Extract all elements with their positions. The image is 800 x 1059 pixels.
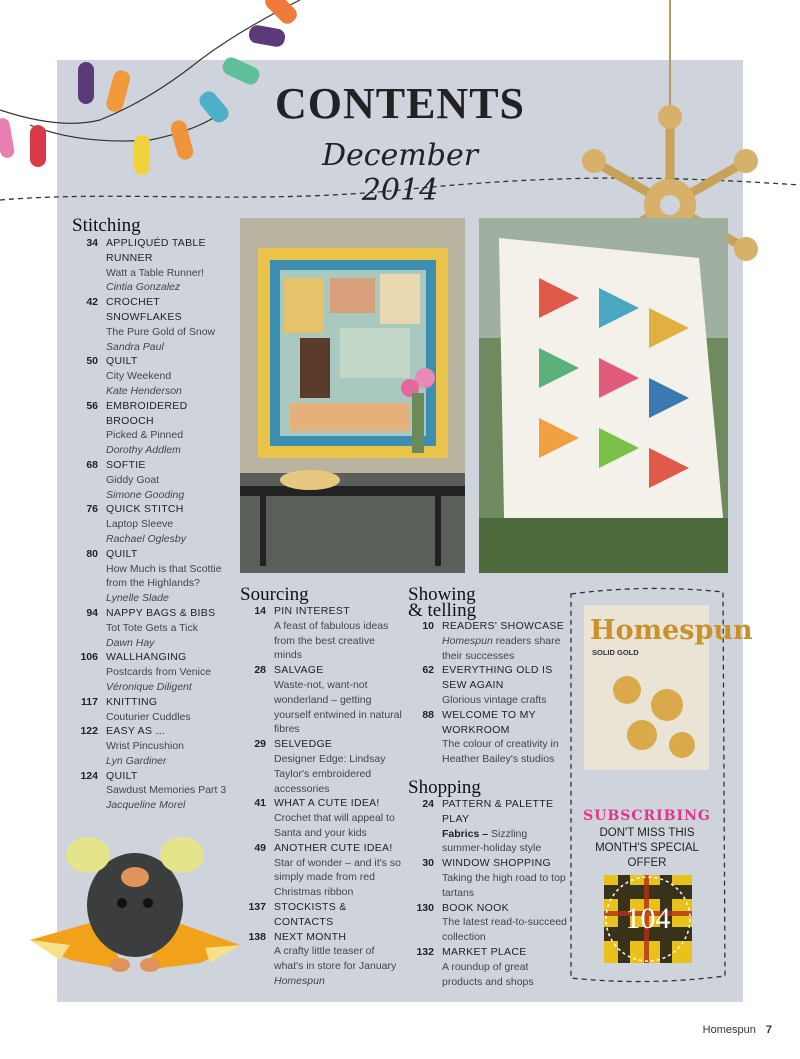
showing-list (408, 619, 568, 767)
page-number: 24 (422, 798, 434, 810)
description-text: How Much is that Scottie from the Highlands? (106, 562, 222, 590)
page-number: 14 (254, 605, 266, 617)
entry-title: EVERYTHING OLD IS SEW AGAIN (442, 664, 553, 692)
entry-description (106, 783, 237, 798)
entry-description (106, 369, 237, 384)
footer-magazine-name: Homespun (702, 1024, 756, 1036)
description-italic: Homespun (274, 974, 325, 987)
entry-description (274, 856, 405, 900)
description-text: Taking the high road to top tartans (442, 871, 566, 899)
toc-entry[interactable] (408, 945, 568, 989)
page-number: 88 (422, 708, 434, 721)
entry-author: Dawn Hay (106, 636, 155, 649)
entry-description (442, 871, 568, 901)
entry-description (106, 621, 237, 636)
page-number: 62 (422, 664, 434, 677)
entry-description (106, 739, 237, 754)
entry-title: QUILT (106, 769, 138, 782)
page-number: 56 (86, 399, 98, 412)
toc-entry[interactable] (72, 399, 237, 458)
entry-title: WINDOW SHOPPING (442, 857, 551, 870)
description-italic: Homespun (442, 634, 493, 647)
toc-entry[interactable] (72, 769, 237, 813)
entry-title: SOFTIE (106, 458, 146, 471)
entry-title: CROCHET SNOWFLAKES (106, 296, 182, 323)
entry-title: NAPPY BAGS & BIBS (106, 606, 216, 619)
toc-entry[interactable] (240, 900, 405, 930)
entry-title: EASY AS ... (106, 725, 166, 738)
toc-entry[interactable] (408, 708, 568, 767)
page-number: 41 (254, 797, 266, 810)
entry-title: QUILT (106, 547, 138, 560)
page-number: 42 (86, 296, 98, 309)
toc-entry[interactable] (72, 236, 237, 295)
entry-description (442, 634, 568, 664)
entry-title: SELVEDGE (274, 738, 333, 751)
cover-tagline: SOLID GOLD (592, 648, 639, 657)
page-number: 30 (422, 857, 434, 870)
toc-entry[interactable] (408, 797, 568, 856)
toc-entry[interactable] (240, 930, 405, 989)
entry-description (274, 619, 405, 663)
entry-description (442, 915, 568, 945)
entry-description (106, 266, 237, 281)
page-number: 34 (86, 237, 98, 249)
snowflakes-icon (602, 665, 702, 765)
section-heading-showing (408, 584, 477, 621)
offer-line-2: MONTH'S SPECIAL (595, 842, 699, 854)
description-text: Sizzling summer-holiday style (442, 827, 542, 855)
entry-title: PATTERN & PALETTE PLAY (442, 798, 554, 825)
page-number: 132 (416, 945, 434, 958)
magazine-cover[interactable] (584, 605, 753, 770)
description-text: Designer Edge: Lindsay Taylor's embroidered accessories (274, 752, 386, 795)
quilt-photo (479, 218, 728, 573)
entry-title: QUILT (106, 355, 138, 368)
description-text: Postcards from Venice (106, 666, 212, 679)
entry-description (106, 428, 237, 443)
entry-description (442, 693, 568, 708)
entry-description (274, 678, 405, 737)
description-text: The colour of creativity in Heather Bailey's studios (442, 738, 559, 766)
page-number: 138 (248, 930, 266, 943)
sourcing-list (240, 604, 405, 989)
entry-title: EMBROIDERED BROOCH (106, 399, 188, 427)
description-text: Watt a Table Runner! (106, 266, 205, 279)
description-text: Tot Tote Gets a Tick (106, 621, 199, 634)
heading-line-1: Showing (408, 584, 476, 605)
page-number: 10 (422, 620, 434, 632)
page-number: 122 (80, 725, 98, 738)
page-number: 76 (86, 503, 98, 516)
entry-title: KNITTING (106, 695, 158, 708)
description-text: A feast of fabulous ideas from the best creative minds (274, 619, 389, 662)
issue-date: December 2014 (321, 138, 479, 208)
description-text: Laptop Sleeve (106, 518, 174, 531)
page-number: 68 (86, 458, 98, 471)
description-text: Star of wonder – and it's so simply made from red Christmas ribbon (274, 856, 401, 899)
description-text: The latest read-to-succeed collection (442, 916, 567, 944)
entry-description (106, 710, 237, 725)
bat-softie-icon (30, 835, 240, 985)
entry-title: STOCKISTS & CONTACTS (274, 900, 347, 928)
toc-entry[interactable] (240, 737, 405, 796)
offer-line-3: OFFER (627, 857, 667, 869)
description-text: Glorious vintage crafts (442, 693, 547, 706)
page-number: 130 (416, 901, 434, 914)
section-heading-stitching: Stitching (72, 215, 141, 236)
toc-entry[interactable] (408, 663, 568, 707)
entry-title: WELCOME TO MY WORKROOM (442, 708, 536, 736)
section-heading-shopping: Shopping (408, 777, 481, 798)
toc-entry[interactable] (408, 901, 568, 945)
entry-description (106, 473, 237, 488)
entry-description (274, 944, 405, 988)
description-text: City Weekend (106, 370, 172, 383)
toc-entry[interactable] (72, 695, 237, 725)
subscribing-heading[interactable]: SUBSCRIBING (583, 808, 711, 824)
heading-line-2: & telling (408, 600, 477, 621)
entry-author: Lynelle Slade (106, 592, 169, 605)
entry-title: QUICK STITCH (106, 503, 184, 516)
description-text: Wrist Pincushion (106, 740, 185, 753)
subscribe-offer-text (572, 826, 722, 871)
page-number: 28 (254, 664, 266, 677)
entry-author: Kate Henderson (106, 384, 182, 397)
entry-description (106, 325, 237, 340)
entry-description (274, 811, 405, 841)
entry-description (274, 752, 405, 796)
toc-entry[interactable] (72, 502, 237, 546)
cover-masthead: Homespun (590, 615, 753, 646)
toc-entry[interactable] (72, 295, 237, 354)
entry-author: Lyn Gardiner (106, 754, 167, 767)
description-tail: January (358, 960, 397, 973)
description-text: The Pure Gold of Snow (106, 325, 216, 338)
page-number: 94 (86, 606, 98, 619)
entry-author: Véronique Diligent (106, 680, 192, 693)
entry-description (442, 960, 568, 990)
toc-entry[interactable] (408, 856, 568, 900)
page-number: 124 (80, 769, 98, 782)
entry-title: ANOTHER CUTE IDEA! (274, 841, 393, 854)
entry-description (442, 737, 568, 767)
entry-author: Simone Gooding (106, 488, 185, 501)
entry-author: Dorothy Addlem (106, 444, 181, 457)
subscribe-page-number: 104 (625, 902, 671, 935)
shopping-list (408, 797, 568, 989)
entry-description (442, 827, 568, 857)
entry-title: WALLHANGING (106, 651, 187, 664)
page-title: CONTENTS (274, 79, 526, 128)
entry-title: WHAT A CUTE IDEA! (274, 797, 380, 810)
description-text: Picked & Pinned (106, 429, 184, 442)
description-text: Waste-not, want-not wonderland – getting yourself entwined in natural fibres (274, 678, 402, 736)
entry-title: APPLIQUÉD TABLE RUNNER (106, 237, 206, 264)
description-text: Crochet that will appeal to Santa and your kids (274, 812, 395, 839)
entry-title: PIN INTEREST (274, 605, 350, 617)
toc-entry[interactable] (72, 606, 237, 650)
toc-entry[interactable] (72, 547, 237, 606)
stitching-list (72, 236, 237, 813)
page-number: 50 (86, 355, 98, 368)
page-number: 80 (86, 547, 98, 560)
toc-entry[interactable] (72, 650, 237, 694)
page-number: 49 (254, 841, 266, 854)
toc-entry[interactable] (240, 604, 405, 663)
entry-description (106, 562, 237, 592)
entry-title: BOOK NOOK (442, 901, 509, 914)
entry-author: Sandra Paul (106, 340, 164, 353)
entry-author: Cintia Gonzalez (106, 281, 181, 294)
toc-entry[interactable] (72, 354, 237, 398)
entry-title: MARKET PLACE (442, 945, 527, 958)
page-number: 7 (765, 1024, 772, 1036)
page-number: 137 (248, 900, 266, 913)
toc-entry[interactable] (408, 619, 568, 663)
toc-entry[interactable] (240, 841, 405, 900)
toc-entry[interactable] (240, 796, 405, 840)
page-footer (703, 1024, 772, 1036)
description-text: Giddy Goat (106, 473, 160, 486)
entry-title: NEXT MONTH (274, 930, 347, 943)
entry-description (106, 517, 237, 532)
description-lead: Fabrics – (442, 827, 489, 840)
description-text: A roundup of great products and shops (442, 960, 534, 988)
entry-description (106, 665, 237, 680)
offer-line-1: DON'T MISS THIS (599, 827, 695, 839)
page-number: 29 (254, 738, 266, 751)
entry-title: SALVAGE (274, 664, 324, 677)
toc-entry[interactable] (72, 724, 237, 768)
toc-entry[interactable] (240, 663, 405, 737)
description-text: Sawdust Memories Part 3 (106, 784, 227, 797)
description-text: readers share their successes (442, 634, 561, 662)
entry-author: Jacqueline Morel (106, 799, 186, 812)
entry-title: READERS' SHOWCASE (442, 620, 565, 632)
page-number: 117 (81, 695, 98, 708)
wallhanging-photo (240, 218, 465, 573)
description-text: A crafty little teaser of what's in store for (274, 945, 375, 973)
section-heading-sourcing: Sourcing (240, 584, 309, 605)
description-text: Couturier Cuddles (106, 710, 191, 723)
toc-entry[interactable] (72, 458, 237, 502)
page-number: 106 (80, 651, 98, 664)
entry-author: Rachael Oglesby (106, 532, 186, 545)
